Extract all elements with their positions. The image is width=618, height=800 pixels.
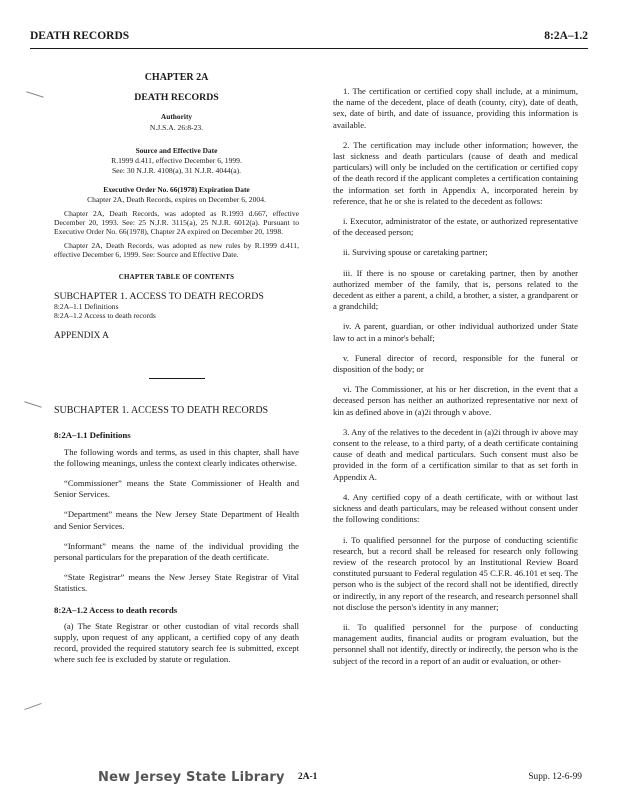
- right-column: [333, 64, 578, 667]
- definition: “State Registrar” means the New Jersey State Registrar of Vital Statistics.: [54, 572, 299, 594]
- definition: “Informant” means the name of the individual providing the personal particulars for the preparation of the death certificate.: [54, 540, 299, 562]
- page-number: 2A-1: [298, 772, 318, 782]
- header-section-number: 8:2A–1.2: [544, 30, 588, 42]
- running-header: [30, 30, 588, 46]
- toc-item: 8:2A–1.1 Definitions: [54, 302, 119, 312]
- paragraph: (a) The State Registrar or other custodian of vital records shall supply, upon request of any applicant, a certified copy of any death record, provided the required statutory search fee is submitted, except where such fee is excluded by statute or regulation.: [54, 620, 299, 665]
- supplement-date: Supp. 12-6-99: [528, 772, 582, 782]
- definition: “Commissioner” means the State Commissioner of Health and Senior Services.: [54, 477, 299, 500]
- toc-subchapter: SUBCHAPTER 1. ACCESS TO DEATH RECORDS: [54, 290, 264, 302]
- paragraph: 4. Any certified copy of a death certificate, with or without last sickness and death particulars, may be released without consent under the following conditions:: [333, 491, 578, 525]
- list-item: v. Funeral director of record, responsible for the funeral or disposition of the body; or: [333, 352, 578, 375]
- left-column: [54, 64, 299, 666]
- history-note: Chapter 2A, Death Records, was adopted as R.1993 d.667, effective December 20, 1993. See: 25 N.J.R. 3115(a), 25 N.J.R. 6012(a). Pursuant to Executive Order No. 66(1978), Chapter 2A expired on December 20, 1998.: [54, 208, 299, 237]
- margin-mark: [24, 401, 41, 408]
- toc-heading: CHAPTER TABLE OF CONTENTS: [118, 272, 235, 281]
- source-line: See: 30 N.J.R. 4108(a), 31 N.J.R. 4044(a).: [111, 165, 242, 175]
- list-item: iii. If there is no spouse or caretaking partner, then by another authorized member of the family, that is, persons related to the decedent as either a parent, a child, a brother, a sister, a grandparent or a grandchild;: [333, 267, 578, 312]
- subchapter-heading: SUBCHAPTER 1. ACCESS TO DEATH RECORDS: [54, 405, 269, 417]
- authority-heading: Authority: [160, 112, 193, 122]
- margin-mark: [24, 703, 41, 710]
- header-title: DEATH RECORDS: [30, 30, 130, 42]
- section-heading: 8:2A–1.2 Access to death records: [54, 604, 178, 615]
- exec-order-text: Chapter 2A, Death Records, expires on December 6, 2004.: [87, 195, 266, 205]
- paragraph: 2. The certification may include other information; however, the last sickness and death particulars (cause of death and medical particulars) will only be included on the certification or certified copy of the death record if the applicant completes a certification containing the information set forth in Appendix A, incorporated herein by reference, that he or she is related to the decedent as follows:: [333, 139, 578, 206]
- list-item: i. To qualified personnel for the purpose of conducting scientific research, but a record shall be released for research only following review of the research protocol by an Institutional Review Board constituted pursuant to Federal regulation 45 C.F.R. 46.101 et seq. The person who is the subject of the record shall not be identified, directly or indirectly, in any report of the research, and research personnel shall not disclose the person's identity in any manner;: [333, 534, 578, 612]
- toc-appendix: APPENDIX A: [54, 330, 109, 341]
- paragraph: 1. The certification or certified copy shall include, at a minimum, the name of the decedent, place of death (county, city), date of death, sex, date of birth, and date of issuance, providing this information is available.: [333, 86, 578, 130]
- source-line: R.1999 d.411, effective December 6, 1999.: [111, 156, 242, 166]
- library-watermark: New Jersey State Library: [98, 770, 285, 785]
- exec-order-heading: Executive Order No. 66(1978) Expiration Date: [103, 185, 250, 195]
- section-heading: 8:2A–1.1 Definitions: [54, 430, 131, 441]
- list-item: ii. To qualified personnel for the purpose of conducting management audits, financial audits or program evaluation, but the personnel shall not identify, directly or indirectly, the person who is the subject of the record in a report of an audit or evaluation, or other-: [333, 621, 578, 666]
- authority-text: N.J.S.A. 26:8-23.: [149, 122, 204, 132]
- source-heading: Source and Effective Date: [135, 146, 218, 156]
- list-item: i. Executor, administrator of the estate, or authorized representative of the deceased person;: [333, 216, 578, 238]
- paragraph: The following words and terms, as used in this chapter, shall have the following meanings, unless the context clearly indicates otherwise.: [54, 446, 299, 468]
- definition: “Department” means the New Jersey State Department of Health and Senior Services.: [54, 509, 299, 531]
- paragraph: 3. Any of the relatives to the decedent in (a)2i through iv above may consent to the release, to a third party, of a death certificate containing cause of death and medical particulars. Such consent must also be provided in the form of a certification similar to that as set forth in Appendix A.: [333, 426, 578, 482]
- page-footer: [30, 770, 588, 790]
- history-note: Chapter 2A, Death Records, was adopted as new rules by R.1999 d.411, effective December 6, 1999. See: Source and Effective Date.: [54, 240, 299, 260]
- list-item: ii. Surviving spouse or caretaking partner;: [343, 247, 488, 258]
- list-item: iv. A parent, guardian, or other individual authorized under State law to act in a minor's behalf;: [333, 321, 578, 343]
- list-item: vi. The Commissioner, at his or her discretion, in the event that a deceased person has neither an authorized representative nor next of kin as defined above in (a)2i through v above.: [333, 384, 578, 417]
- chapter-title: DEATH RECORDS: [134, 92, 219, 104]
- chapter-number: CHAPTER 2A: [144, 72, 209, 83]
- margin-mark: [26, 91, 43, 98]
- section-divider: [149, 378, 205, 379]
- header-rule: [30, 48, 588, 49]
- toc-item: 8:2A–1.2 Access to death records: [54, 311, 156, 321]
